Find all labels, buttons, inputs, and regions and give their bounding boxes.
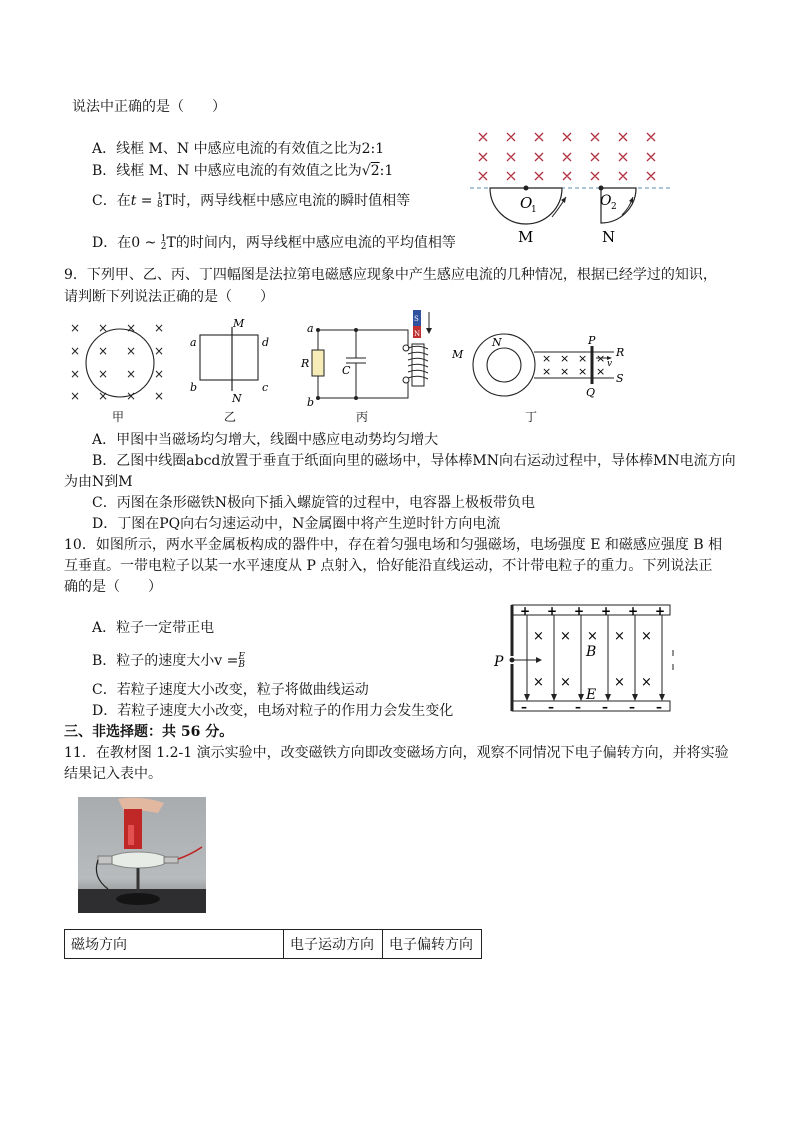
q11-stem-line1: 11．在教材图 1.2-1 演示实验中，改变磁铁方向即改变磁场方向，观察不同情况下电子偏转方向，并将实验 xyxy=(64,745,729,761)
section-3-heading: 三、非选择题：共 56 分。 xyxy=(64,724,234,740)
svg-text:+: + xyxy=(520,604,531,618)
q10-option-a: A．粒子一定带正电 xyxy=(92,620,215,636)
experiment-photo xyxy=(78,797,206,913)
pivot-o1 xyxy=(524,186,529,191)
svg-text:×: × xyxy=(70,321,81,335)
svg-text:×: × xyxy=(154,389,165,403)
svg-text:×: × xyxy=(533,629,544,644)
q10-stem-line2: 互垂直。一带电粒子以某一水平速度从 P 点射入，恰好能沿直线运动，不计带电粒子的重力。下列说法正 xyxy=(64,558,713,574)
svg-text:a: a xyxy=(307,322,314,335)
svg-text:×: × xyxy=(126,344,137,358)
svg-text:R: R xyxy=(301,357,310,370)
cathode-tube xyxy=(108,852,168,868)
field-x-marks xyxy=(70,321,164,403)
svg-text:×: × xyxy=(614,629,625,644)
q9-stem-line1: 9．下列甲、乙、丙、丁四幅图是法拉第电磁感应现象中产生感应电流的几种情况，根据已经学过的知识， xyxy=(64,267,717,283)
q10-option-c: C．若粒子速度大小改变，粒子将做曲线运动 xyxy=(92,682,369,698)
q9-option-c: C．丙图在条形磁铁N极向下插入螺旋管的过程中，电容器上极板带负电 xyxy=(92,495,535,511)
svg-text:×: × xyxy=(154,344,165,358)
q9-option-b-line2: 为由N到M xyxy=(64,474,133,490)
upper-plate xyxy=(512,605,670,615)
svg-text:N: N xyxy=(232,392,242,405)
svg-text:+: + xyxy=(628,604,639,618)
svg-text:d: d xyxy=(262,336,270,349)
svg-text:+: + xyxy=(601,604,612,618)
label-n: N xyxy=(602,228,616,246)
svg-text:×: × xyxy=(578,365,588,378)
header-electron-deflection: 电子偏转方向 xyxy=(383,930,482,959)
svg-text:×: × xyxy=(614,675,625,690)
ring-inner xyxy=(487,348,521,382)
svg-text:×: × xyxy=(587,629,598,644)
circuit-wires xyxy=(318,330,408,398)
caption-yi: 乙 xyxy=(224,410,237,424)
svg-text:×: × xyxy=(154,321,165,335)
q10-stem-line3: 确的是（ ） xyxy=(64,579,162,595)
ring-outer xyxy=(473,334,535,396)
svg-text:b: b xyxy=(190,381,198,394)
q9-figure-ding xyxy=(452,330,638,400)
label-m: M xyxy=(518,228,534,246)
q10-option-b: B．粒子的速度大小v =E B xyxy=(92,652,246,670)
svg-text:×: × xyxy=(98,389,109,403)
stand-base xyxy=(116,893,160,905)
field-x-marks xyxy=(542,352,605,378)
svg-text:–: – xyxy=(629,700,635,714)
pivot-o2 xyxy=(599,186,604,191)
q11-stem-line2: 结果记入表中。 xyxy=(64,766,162,782)
q8-option-a: A．线框 M、N 中感应电流的有效值之比为2:1 xyxy=(92,141,385,157)
svg-text:Q: Q xyxy=(586,386,596,399)
svg-text:P: P xyxy=(494,654,504,670)
svg-text:×: × xyxy=(154,367,165,381)
svg-text:+: + xyxy=(655,604,666,618)
svg-text:P: P xyxy=(588,334,596,347)
svg-text:1: 1 xyxy=(531,205,537,215)
solenoid-coil xyxy=(408,344,428,386)
q9-figure-jia xyxy=(66,318,170,408)
svg-text:×: × xyxy=(98,344,109,358)
svg-text:C: C xyxy=(342,364,351,377)
svg-text:×: × xyxy=(560,365,570,378)
q10-figure-velocity-selector xyxy=(490,600,680,718)
svg-text:×: × xyxy=(126,367,137,381)
svg-text:b: b xyxy=(307,396,315,408)
svg-text:×: × xyxy=(560,352,570,365)
svg-text:×: × xyxy=(560,629,571,644)
q8-option-b: B．线框 M、N 中感应电流的有效值之比为√2:1 xyxy=(92,163,394,179)
q9-figure-bing xyxy=(298,308,438,408)
q9-option-b-line1: B．乙图中线圈abcd放置于垂直于纸面向里的磁场中，导体棒MN向右运动过程中，导体棒MN电流方向 xyxy=(92,453,736,469)
resistor-r xyxy=(312,350,324,376)
table-row xyxy=(65,930,482,959)
svg-text:×: × xyxy=(533,675,544,690)
svg-text:×: × xyxy=(596,365,606,378)
q8-figure-magnetic-field-semicircles xyxy=(470,125,670,250)
svg-text:N: N xyxy=(492,336,502,349)
header-field-direction: 磁场方向 xyxy=(65,930,284,959)
q8-stem-tail: 说法中正确的是（ ） xyxy=(72,99,226,115)
svg-text:×: × xyxy=(596,352,606,365)
caption-ding: 丁 xyxy=(525,410,538,424)
svg-text:–: – xyxy=(575,700,581,714)
field-x-marks xyxy=(479,133,655,180)
q10-option-d: D．若粒子速度大小改变，电场对粒子的作用力会发生变化 xyxy=(92,703,454,719)
svg-text:×: × xyxy=(98,367,109,381)
q9-figure-yi xyxy=(186,315,276,405)
svg-text:2: 2 xyxy=(611,202,617,212)
svg-text:×: × xyxy=(542,365,552,378)
svg-text:–: – xyxy=(602,700,608,714)
svg-text:×: × xyxy=(641,675,652,690)
svg-text:–: – xyxy=(521,700,527,714)
coil-circle xyxy=(86,329,154,397)
sqrt-two: √2 xyxy=(361,163,380,179)
q8-option-c: C．在t = 1 8T时，两导线框中感应电流的瞬时值相等 xyxy=(92,192,411,210)
svg-text:×: × xyxy=(98,321,109,335)
svg-text:+: + xyxy=(547,604,558,618)
svg-text:×: × xyxy=(578,352,588,365)
fraction-one-eighth: 1 8 xyxy=(157,192,163,210)
svg-text:–: – xyxy=(548,700,554,714)
label-o2: O xyxy=(600,193,612,209)
svg-text:M: M xyxy=(233,317,245,330)
svg-text:R: R xyxy=(616,346,625,359)
svg-text:N: N xyxy=(414,330,421,338)
header-electron-motion: 电子运动方向 xyxy=(284,930,383,959)
svg-text:×: × xyxy=(542,352,552,365)
q9-stem-line2: 请判断下列说法正确的是（ ） xyxy=(64,289,274,305)
q8-option-d: D．在0 ~ 1 2T的时间内，两导线框中感应电流的平均值相等 xyxy=(92,234,456,252)
fraction-one-half: 1 2 xyxy=(160,234,167,252)
svg-text:S: S xyxy=(414,315,419,323)
q9-option-d: D．丁图在PQ向右匀速运动中，N金属圈中将产生逆时针方向电流 xyxy=(92,516,501,532)
caption-jia: 甲 xyxy=(112,410,125,424)
svg-text:×: × xyxy=(70,367,81,381)
label-o1: O xyxy=(520,194,533,212)
svg-text:×: × xyxy=(126,321,137,335)
svg-text:–: – xyxy=(656,700,662,714)
q9-option-a: A．甲图中当磁场均匀增大，线圈中感应电动势均匀增大 xyxy=(92,432,439,448)
svg-text:c: c xyxy=(262,381,269,394)
caption-bing: 丙 xyxy=(356,410,369,424)
particle xyxy=(510,658,515,663)
svg-text:a: a xyxy=(190,336,197,349)
svg-text:B: B xyxy=(586,644,597,660)
svg-text:v: v xyxy=(607,359,613,369)
svg-text:×: × xyxy=(70,389,81,403)
svg-text:×: × xyxy=(70,344,81,358)
coil-abcd xyxy=(200,335,258,380)
svg-text:+: + xyxy=(574,604,585,618)
svg-text:M: M xyxy=(452,348,464,361)
q10-stem-line1: 10．如图所示，两水平金属板构成的器件中，存在着匀强电场和匀强磁场，电场强度 E 和磁感应强度 B 相 xyxy=(64,537,723,553)
svg-text:S: S xyxy=(616,372,624,385)
svg-text:×: × xyxy=(560,675,571,690)
svg-text:×: × xyxy=(641,629,652,644)
svg-text:×: × xyxy=(126,389,137,403)
results-table xyxy=(64,929,482,959)
fraction-e-over-b: E B xyxy=(238,652,246,670)
svg-text:E: E xyxy=(586,687,597,703)
